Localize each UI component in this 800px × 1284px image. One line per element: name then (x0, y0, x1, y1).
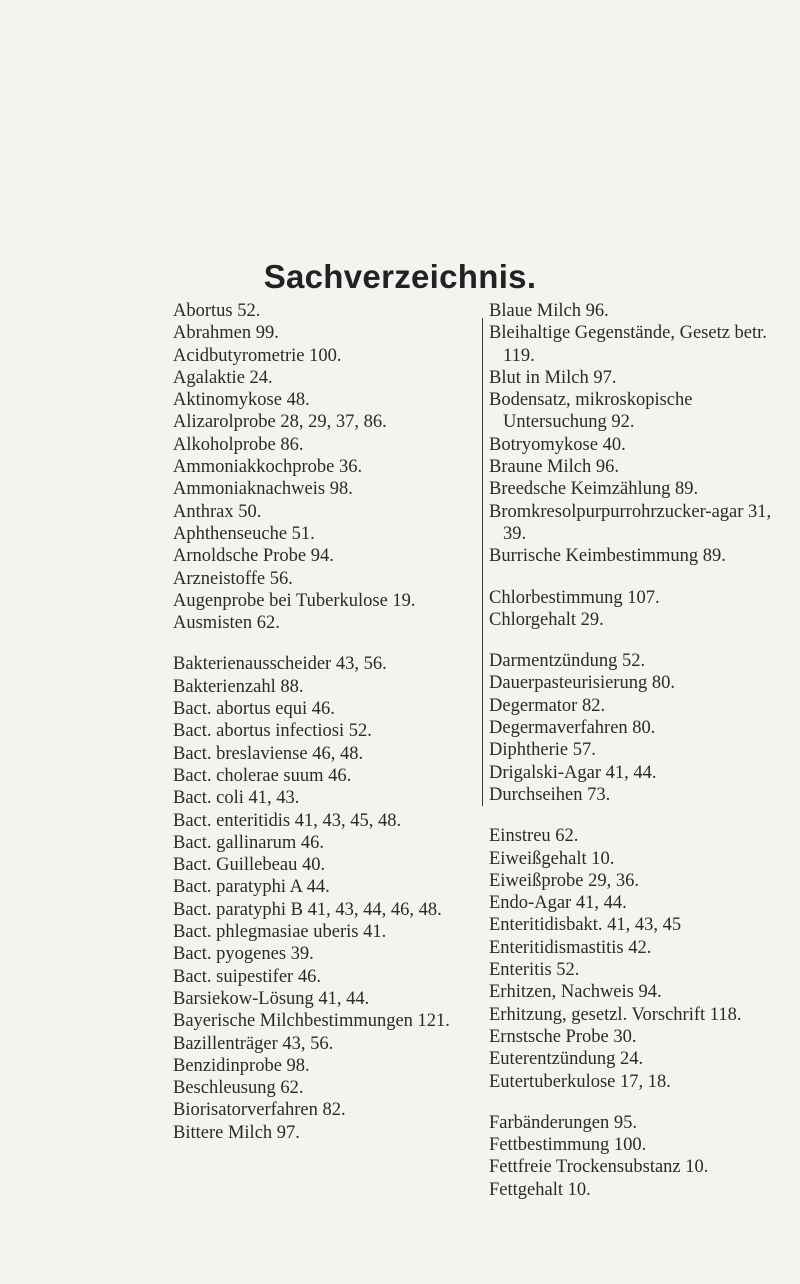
index-entry: Fettfreie Trockensubstanz 10. (489, 1157, 709, 1178)
index-entry: Aktinomykose 48. (173, 390, 310, 411)
group-spacer (489, 568, 789, 587)
index-entry: Acidbutyrometrie 100. (173, 345, 342, 366)
index-entry: Bact. enteritidis 41, 43, 45, 48. (173, 810, 402, 831)
index-entry: Arzneistoffe 56. (173, 568, 293, 589)
index-entry: Ernstsche Probe 30. (489, 1026, 637, 1047)
index-entry: Einstreu 62. (489, 826, 579, 847)
index-entry: Arnoldsche Probe 94. (173, 546, 334, 567)
index-entry: Bact. suipestifer 46. (173, 966, 321, 987)
index-entry: Bodensatz, mikroskopische Untersuchung 92. (489, 390, 693, 433)
index-entry: Aphthenseuche 51. (173, 523, 315, 544)
index-entry: Enteritidisbakt. 41, 43, 45 (489, 915, 682, 936)
index-entry: Bazillenträger 43, 56. (173, 1033, 334, 1054)
index-entry: Bakterienzahl 88. (173, 676, 304, 697)
index-entry: Ammoniakkochprobe 36. (173, 457, 363, 478)
index-entry: Burrische Keimbestimmung 89. (489, 546, 726, 567)
index-entry: Degermaverfahren 80. (489, 718, 656, 739)
index-entry: Dauerpasteurisierung 80. (489, 673, 675, 694)
index-entry: Bayerische Milchbestimmungen 121. (173, 1011, 450, 1032)
index-entry: Erhitzen, Nachweis 94. (489, 982, 662, 1003)
index-entry: Abrahmen 99. (173, 323, 279, 344)
index-entry: Drigalski-Agar 41, 44. (489, 762, 657, 783)
index-entry: Bact. gallinarum 46. (173, 832, 325, 853)
index-entry: Beschleusung 62. (173, 1078, 304, 1099)
index-entry: Degermator 82. (489, 695, 606, 716)
index-entry: Diphtherie 57. (489, 740, 596, 761)
index-entry: Bact. paratyphi A 44. (173, 877, 330, 898)
index-entry: Alizarolprobe 28, 29, 37, 86. (173, 412, 387, 433)
index-entry: Bact. cholerae suum 46. (173, 765, 352, 786)
index-entry: Blaue Milch 96. (489, 301, 609, 321)
index-letter-group (489, 300, 789, 568)
index-entry: Bakterienausscheider 43, 56. (173, 654, 387, 675)
index-entry: Biorisatorverfahren 82. (173, 1100, 346, 1121)
index-entry: Euterentzündung 24. (489, 1049, 644, 1070)
index-entry: Farbänderungen 95. (489, 1112, 637, 1133)
index-letter-group (173, 300, 473, 634)
index-entry: Erhitzung, gesetzl. Vorschrift 118. (489, 1004, 742, 1025)
index-entry: Alkoholprobe 86. (173, 434, 304, 455)
index-entry: Breedsche Keimzählung 89. (489, 479, 699, 500)
index-entry: Bact. abortus infectiosi 52. (173, 721, 372, 742)
index-entry: Bittere Milch 97. (173, 1122, 300, 1143)
index-column-right (489, 300, 789, 1201)
index-letter-group (489, 587, 789, 632)
index-entry: Chlorgehalt 29. (489, 609, 604, 630)
index-entry: Durchseihen 73. (489, 784, 611, 805)
index-entry: Fettbestimmung 100. (489, 1135, 647, 1156)
index-entry: Eiweißgehalt 10. (489, 848, 615, 869)
group-spacer (173, 634, 473, 653)
index-entry: Chlorbestimmung 107. (489, 587, 660, 608)
page-title: Sachverzeichnis. (263, 258, 537, 295)
group-spacer (489, 631, 789, 650)
index-entry: Botryomykose 40. (489, 434, 626, 455)
index-entry: Bromkresolpurpurrohrzucker-agar 31, 39. (489, 501, 772, 544)
index-entry: Bact. phlegmasiae uberis 41. (173, 922, 387, 943)
index-entry: Bact. paratyphi B 41, 43, 44, 46, 48. (173, 899, 442, 920)
index-letter-group (173, 653, 473, 1144)
index-entry: Barsiekow-Lösung 41, 44. (173, 988, 370, 1009)
index-entry: Bact. breslaviense 46, 48. (173, 743, 364, 764)
index-entry: Bact. pyogenes 39. (173, 944, 314, 965)
index-entry: Darmentzündung 52. (489, 651, 646, 672)
index-entry: Bact. coli 41, 43. (173, 788, 300, 809)
group-spacer (489, 806, 789, 825)
index-entry: Bact. Guillebeau 40. (173, 855, 326, 876)
index-letter-group (489, 1112, 789, 1201)
column-divider (482, 318, 483, 806)
index-entry: Endo-Agar 41, 44. (489, 893, 627, 914)
index-entry: Abortus 52. (173, 301, 261, 321)
index-entry: Ausmisten 62. (173, 613, 280, 634)
index-entry: Bact. abortus equi 46. (173, 699, 335, 720)
index-entry: Eiweißprobe 29, 36. (489, 870, 640, 891)
index-entry: Enteritis 52. (489, 960, 580, 981)
index-entry: Enteritidismastitis 42. (489, 937, 652, 958)
index-entry: Bleihaltige Gegenstände, Gesetz betr. 119. (489, 323, 767, 366)
index-entry: Eutertuberkulose 17, 18. (489, 1071, 671, 1092)
index-entry: Augenprobe bei Tuberkulose 19. (173, 590, 416, 611)
index-entry: Anthrax 50. (173, 501, 262, 522)
group-spacer (489, 1093, 789, 1112)
index-entry: Fettgehalt 10. (489, 1179, 591, 1200)
index-entry: Braune Milch 96. (489, 457, 619, 478)
index-entry: Agalaktie 24. (173, 367, 273, 388)
index-entry: Benzidinprobe 98. (173, 1055, 310, 1076)
index-letter-group (489, 825, 789, 1093)
index-letter-group (489, 650, 789, 806)
index-column-left (173, 300, 473, 1144)
index-entry: Blut in Milch 97. (489, 367, 617, 388)
index-entry: Ammoniaknachweis 98. (173, 479, 353, 500)
